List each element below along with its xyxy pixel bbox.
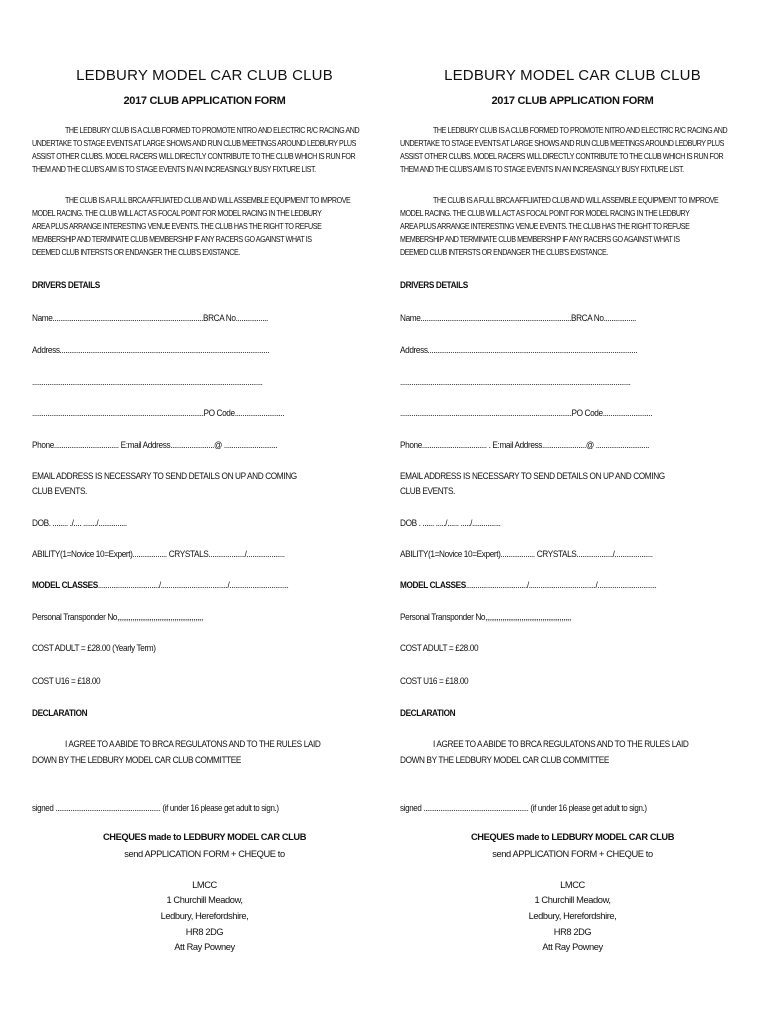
intro-paragraph-1-line: UNDERTAKE TO STAGE EVENTS AT LARGE SHOWS AND RUN CLUB MEETINGS AROUND LEDBURY PLUS — [32, 138, 356, 148]
intro-paragraph-1-line: THEM AND THE CLUB'S AIM IS TO STAGE EVENTS IN AN INCREASINGLY BUSY FIXTURE LIST. — [400, 164, 684, 174]
dob-field[interactable]: DOB . ...... ...../...... ...../............... — [400, 518, 501, 529]
model-classes-field[interactable] — [400, 580, 656, 592]
declaration-heading: DECLARATION — [400, 708, 456, 719]
intro-paragraph-2-line: MODEL RACING. THE CLUB WILL ACT AS FOCAL POINT FOR MODEL RACING IN THE LEDBURY — [32, 208, 322, 218]
postal-address-line: LMCC — [560, 880, 585, 890]
cost-adult: COST ADULT = £28.00 (Yearly Term) — [32, 643, 156, 654]
intro-paragraph-2-line: AREA PLUS ARRANGE INTERESTING VENUE EVENTS. THE CLUB HAS THE RIGHT TO REFUSE — [400, 221, 690, 231]
intro-paragraph-1-line: THE LEDBURY CLUB IS A CLUB FORMED TO PROMOTE NITRO AND ELECTRIC R/C RACING AND — [433, 125, 728, 135]
declaration-text: DOWN BY THE LEDBURY MODEL CAR CLUB COMMITTEE — [32, 755, 241, 766]
intro-paragraph-2-line: DEEMED CLUB INTERSTS OR ENDANGER THE CLUB'S EXISTANCE. — [32, 247, 240, 257]
cost-u16: COST U16 = £18.00 — [32, 676, 101, 687]
intro-paragraph-1-line: ASSIST OTHER CLUBS. MODEL RACERS WILL DIRECTLY CONTRIBUTE TO THE CLUB WHICH IS RUN FOR — [400, 151, 724, 161]
intro-paragraph-1-line: THEM AND THE CLUB'S AIM IS TO STAGE EVENTS IN AN INCREASINGLY BUSY FIXTURE LIST. — [32, 164, 316, 174]
transponder-field[interactable]: Personal Transponder No,,,,,,,,,,,,,,,,,,,,,,,,,,,,,,,,,,,,,,,,,,,,, — [32, 612, 203, 623]
drivers-details-heading: DRIVERS DETAILS — [32, 280, 100, 291]
form-subtitle: 2017 CLUB APPLICATION FORM — [491, 95, 654, 107]
cheques-heading: CHEQUES made to LEDBURY MODEL CAR CLUB — [470, 832, 675, 842]
intro-paragraph-1-line: UNDERTAKE TO STAGE EVENTS AT LARGE SHOWS AND RUN CLUB MEETINGS AROUND LEDBURY PLUS — [400, 138, 724, 148]
model-classes-label: MODEL CLASSES — [400, 580, 466, 591]
declaration-text: I AGREE TO A ABIDE TO BRCA REGULATONS AND TO THE RULES LAID — [433, 739, 689, 750]
intro-paragraph-1-line: THE LEDBURY CLUB IS A CLUB FORMED TO PROMOTE NITRO AND ELECTRIC R/C RACING AND — [65, 125, 360, 135]
intro-paragraph-2-line: MEMBERSHIP AND TERMINATE CLUB MEMBERSHIP IF ANY RACERS GO AGAINST WHAT IS — [400, 234, 680, 244]
address-field-line-2[interactable]: ......................................................................................................................... — [32, 377, 263, 388]
address-field-line-2[interactable]: ......................................................................................................................... — [400, 377, 631, 388]
postal-address-line: HR8 2DG — [553, 927, 592, 937]
email-note: EMAIL ADDRESS IS NECESSARY TO SEND DETAILS ON UP AND COMING — [400, 471, 665, 482]
intro-paragraph-2-line: THE CLUB IS A FULL BRCA AFFLIIATED CLUB AND WILL ASSEMBLE EQUIPMENT TO IMPROVE — [65, 195, 351, 205]
dob-field[interactable]: DOB. ........ ./.... ......./............... — [32, 518, 127, 529]
intro-paragraph-2-line: THE CLUB IS A FULL BRCA AFFLIIATED CLUB AND WILL ASSEMBLE EQUIPMENT TO IMPROVE — [433, 195, 719, 205]
model-classes-label: MODEL CLASSES — [32, 580, 98, 591]
name-field[interactable]: Name...............................................................................BRCA No................. — [32, 313, 268, 324]
postal-address-line: LMCC — [192, 880, 217, 890]
intro-paragraph-2-line: MEMBERSHIP AND TERMINATE CLUB MEMBERSHIP IF ANY RACERS GO AGAINST WHAT IS — [32, 234, 312, 244]
transponder-field[interactable]: Personal Transponder No,,,,,,,,,,,,,,,,,,,,,,,,,,,,,,,,,,,,,,,,,,,,, — [400, 612, 571, 623]
application-form-left — [32, 0, 377, 1024]
declaration-text: DOWN BY THE LEDBURY MODEL CAR CLUB COMMITTEE — [400, 755, 609, 766]
cost-u16: COST U16 = £18.00 — [400, 676, 469, 687]
intro-paragraph-2-line: AREA PLUS ARRANGE INTERESTING VENUE EVENTS. THE CLUB HAS THE RIGHT TO REFUSE — [32, 221, 322, 231]
phone-email-field[interactable]: Phone.................................. E:mail Address.......................@ ............................ — [32, 440, 278, 451]
ability-crystals-field[interactable]: ABILITY(1=Novice 10=Expert).................. CRYSTALS.................../.................... — [32, 549, 285, 560]
declaration-heading: DECLARATION — [32, 708, 88, 719]
cheques-heading: CHEQUES made to LEDBURY MODEL CAR CLUB — [102, 832, 307, 842]
cost-adult: COST ADULT = £28.00 — [400, 643, 479, 654]
email-note: EMAIL ADDRESS IS NECESSARY TO SEND DETAILS ON UP AND COMING — [32, 471, 297, 482]
intro-paragraph-2-line: DEEMED CLUB INTERSTS OR ENDANGER THE CLUB'S EXISTANCE. — [400, 247, 608, 257]
postal-address-line: HR8 2DG — [185, 927, 224, 937]
send-instruction: send APPLICATION FORM + CHEQUE to — [124, 849, 285, 859]
name-field[interactable]: Name...............................................................................BRCA No................. — [400, 313, 636, 324]
form-title: LEDBURY MODEL CAR CLUB CLUB — [76, 67, 333, 84]
model-classes-dots: ................................/.................................../............................... — [465, 580, 657, 591]
postal-address-line: 1 Churchill Meadow, — [534, 895, 611, 905]
drivers-details-heading: DRIVERS DETAILS — [400, 280, 468, 291]
send-instruction: send APPLICATION FORM + CHEQUE to — [492, 849, 653, 859]
email-note: CLUB EVENTS. — [32, 486, 87, 497]
postal-address-line: Ledbury, Herefordshire, — [528, 911, 617, 921]
ability-crystals-field[interactable]: ABILITY(1=Novice 10=Expert).................. CRYSTALS.................../.................... — [400, 549, 653, 560]
postcode-field[interactable]: ..........................................................................................PO Code.......................... — [32, 408, 285, 419]
postcode-field[interactable]: ..........................................................................................PO Code.......................... — [400, 408, 653, 419]
signature-field[interactable]: signed ........................................................ (if under 16 please get adult to sign.) — [32, 803, 279, 813]
signature-field[interactable]: signed ........................................................ (if under 16 please get adult to sign.) — [400, 803, 647, 813]
address-field[interactable]: Address.............................................................................................................. — [32, 345, 270, 356]
address-field[interactable]: Address.............................................................................................................. — [400, 345, 638, 356]
postal-address-line: Att Ray Powney — [542, 942, 603, 952]
phone-email-field[interactable]: Phone.................................. . E:mail Address.......................@ ............................ — [400, 440, 650, 451]
model-classes-dots: ................................/.................................../............................... — [97, 580, 289, 591]
application-form-right — [400, 0, 745, 1024]
intro-paragraph-2-line: MODEL RACING. THE CLUB WILL ACT AS FOCAL POINT FOR MODEL RACING IN THE LEDBURY — [400, 208, 690, 218]
form-subtitle: 2017 CLUB APPLICATION FORM — [123, 95, 286, 107]
postal-address-line: Att Ray Powney — [174, 942, 235, 952]
email-note: CLUB EVENTS. — [400, 486, 455, 497]
postal-address-line: 1 Churchill Meadow, — [166, 895, 243, 905]
declaration-text: I AGREE TO A ABIDE TO BRCA REGULATONS AND TO THE RULES LAID — [65, 739, 321, 750]
model-classes-field[interactable] — [32, 580, 288, 592]
form-title: LEDBURY MODEL CAR CLUB CLUB — [444, 67, 701, 84]
intro-paragraph-1-line: ASSIST OTHER CLUBS. MODEL RACERS WILL DIRECTLY CONTRIBUTE TO THE CLUB WHICH IS RUN FOR — [32, 151, 356, 161]
postal-address-line: Ledbury, Herefordshire, — [160, 911, 249, 921]
